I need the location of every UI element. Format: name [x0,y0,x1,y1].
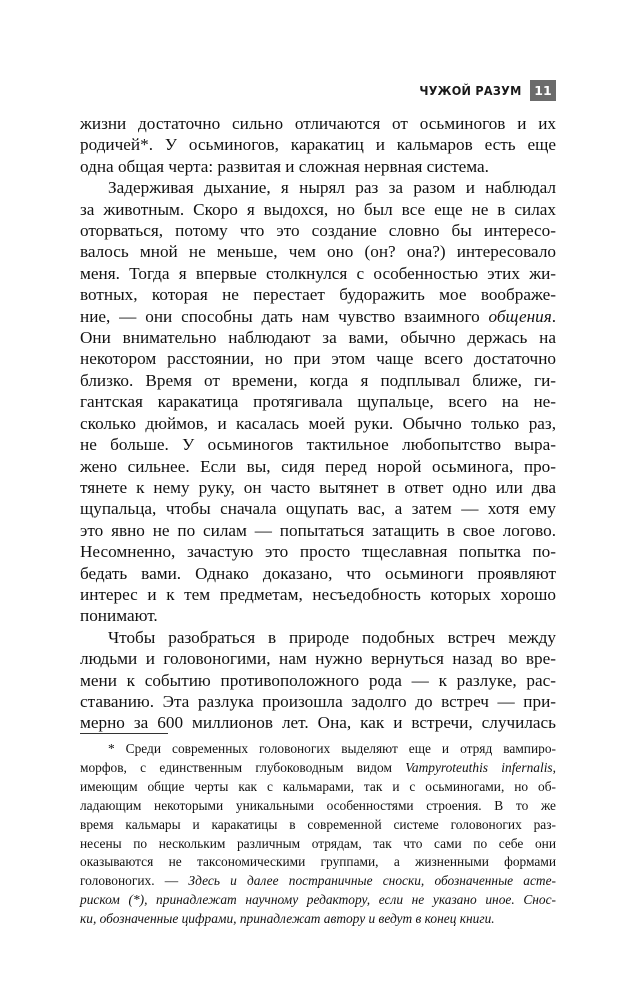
text-line: гантская каракатица протягивала щупальце, всего на не- [80,392,556,412]
footnote-line [80,910,556,929]
paragraph-1 [80,113,556,177]
text-line: жено сильнее. Если вы, сидя перед норой осьминога, про- [80,456,556,476]
footnote-line [80,891,556,910]
text-line: не больше. У осьминогов тактильное любопытство выра- [80,435,556,455]
footnote-line: время кальмары и каракатицы в современной системе головоногих раз- [80,816,556,832]
footnote-line: * Среди современных головоногих выделяют еще и отряд вампиро- [108,741,556,756]
text-line: мени к событию противоположного рода — к разлуке, рас- [80,670,556,690]
footnote-line [80,872,556,891]
text-fragment: головоногих. — [80,873,189,889]
page-number: 11 [530,80,556,101]
text-line: тянете к нему руку, он часто вытянет в ответ одно или два [80,477,556,497]
italic-word: общения [488,306,552,326]
footnote-line: оказываются не таксономическими группами, а жизненными формами [80,854,556,870]
text-line: людьми и головоногими, нам нужно вернуться назад во вре- [80,649,556,669]
text-line: некотором расстоянии, но при этом чаще всего достаточно [80,349,556,369]
species-name: Vampyroteuthis infernalis [405,759,553,775]
footnote-line [80,759,556,778]
text-line: мерно за 600 миллионов лет. Она, как и встречи, случилась [80,713,556,733]
text-line: интерес и к тем предметам, несъедобность которых хорошо [80,584,556,604]
text-line: меня. Тогда я впервые столкнулся с особенностью этих жи- [80,263,556,283]
paragraph-2 [80,177,556,627]
editor-note: Здесь и далее постраничные сноски, обозначенные асте- [188,873,556,889]
page-header [408,80,556,100]
text-fragment: . [551,306,556,326]
text-line: за животным. Скоро я выдохся, но был все еще не в силах [80,199,556,219]
text-line: понимают. [80,606,158,626]
text-line: родичей*. У осьминогов, каракатиц и кальмаров есть еще [80,135,556,155]
running-title: ЧУЖОЙ РАЗУМ [419,82,522,98]
text-line: сколько дюймов, и касалась моей руки. Обычно только раз, [80,413,556,433]
paragraph-3 [80,627,556,734]
footnote-line: имеющим общие черты как с кальмарами, так и с осьминогами, но об- [80,778,556,794]
text-line: бедать вами. Однако доказано, что осьминоги проявляют [80,563,556,583]
text-line: ставанию. Эта разлука произошла задолго до встреч — при- [80,691,556,711]
text-line: оторваться, потому что это создание словно бы интересо- [80,221,556,241]
footnote-line: несены по нескольким различным отрядам, так что сами по себе они [80,835,556,851]
text-line: жизни достаточно сильно отличаются от осьминогов и их [80,114,556,133]
text-fragment: ние, — они способны дать нам чувство взаимного [80,306,489,326]
text-line: вотных, которая не перестает будоражить мое воображе- [80,285,556,305]
text-line: это явно не по силам — попытаться затащить в свое логово. [80,520,556,540]
text-line [80,306,556,327]
editor-note: риском (*), принадлежат научному редактору, если не указано иное. Снос- [80,892,556,908]
text-line: щупальца, чтобы сначала ощупать вас, а затем — хотя ему [80,499,556,519]
footnote-line: ладающим некоторыми уникальными особенностями строения. В то же [80,797,556,813]
text-line: валось мной не меньше, чем оно (он? она?) интересовало [80,242,556,262]
text-fragment: , [552,759,556,775]
text-fragment: морфов, с единственным глубоководным видом [80,759,406,775]
text-line: Задерживая дыхание, я нырял раз за разом и наблюдал [108,178,556,198]
editor-note: ки, обозначенные цифрами, принадлежат автору и ведут в конец книги. [80,911,495,927]
text-line: Несомненно, зачастую это просто тщеславная попытка по- [80,542,556,562]
text-line: одна общая черта: развитая и сложная нервная система. [80,156,489,176]
main-text [80,113,556,734]
text-line: близко. Время от времени, когда я подплывал ближе, ги- [80,370,556,390]
text-line: Они внимательно наблюдают за вами, обычно держась на [80,328,556,348]
footnote-divider [80,733,168,734]
text-line: Чтобы разобраться в природе подобных встреч между [108,627,556,647]
footnote [80,740,556,929]
